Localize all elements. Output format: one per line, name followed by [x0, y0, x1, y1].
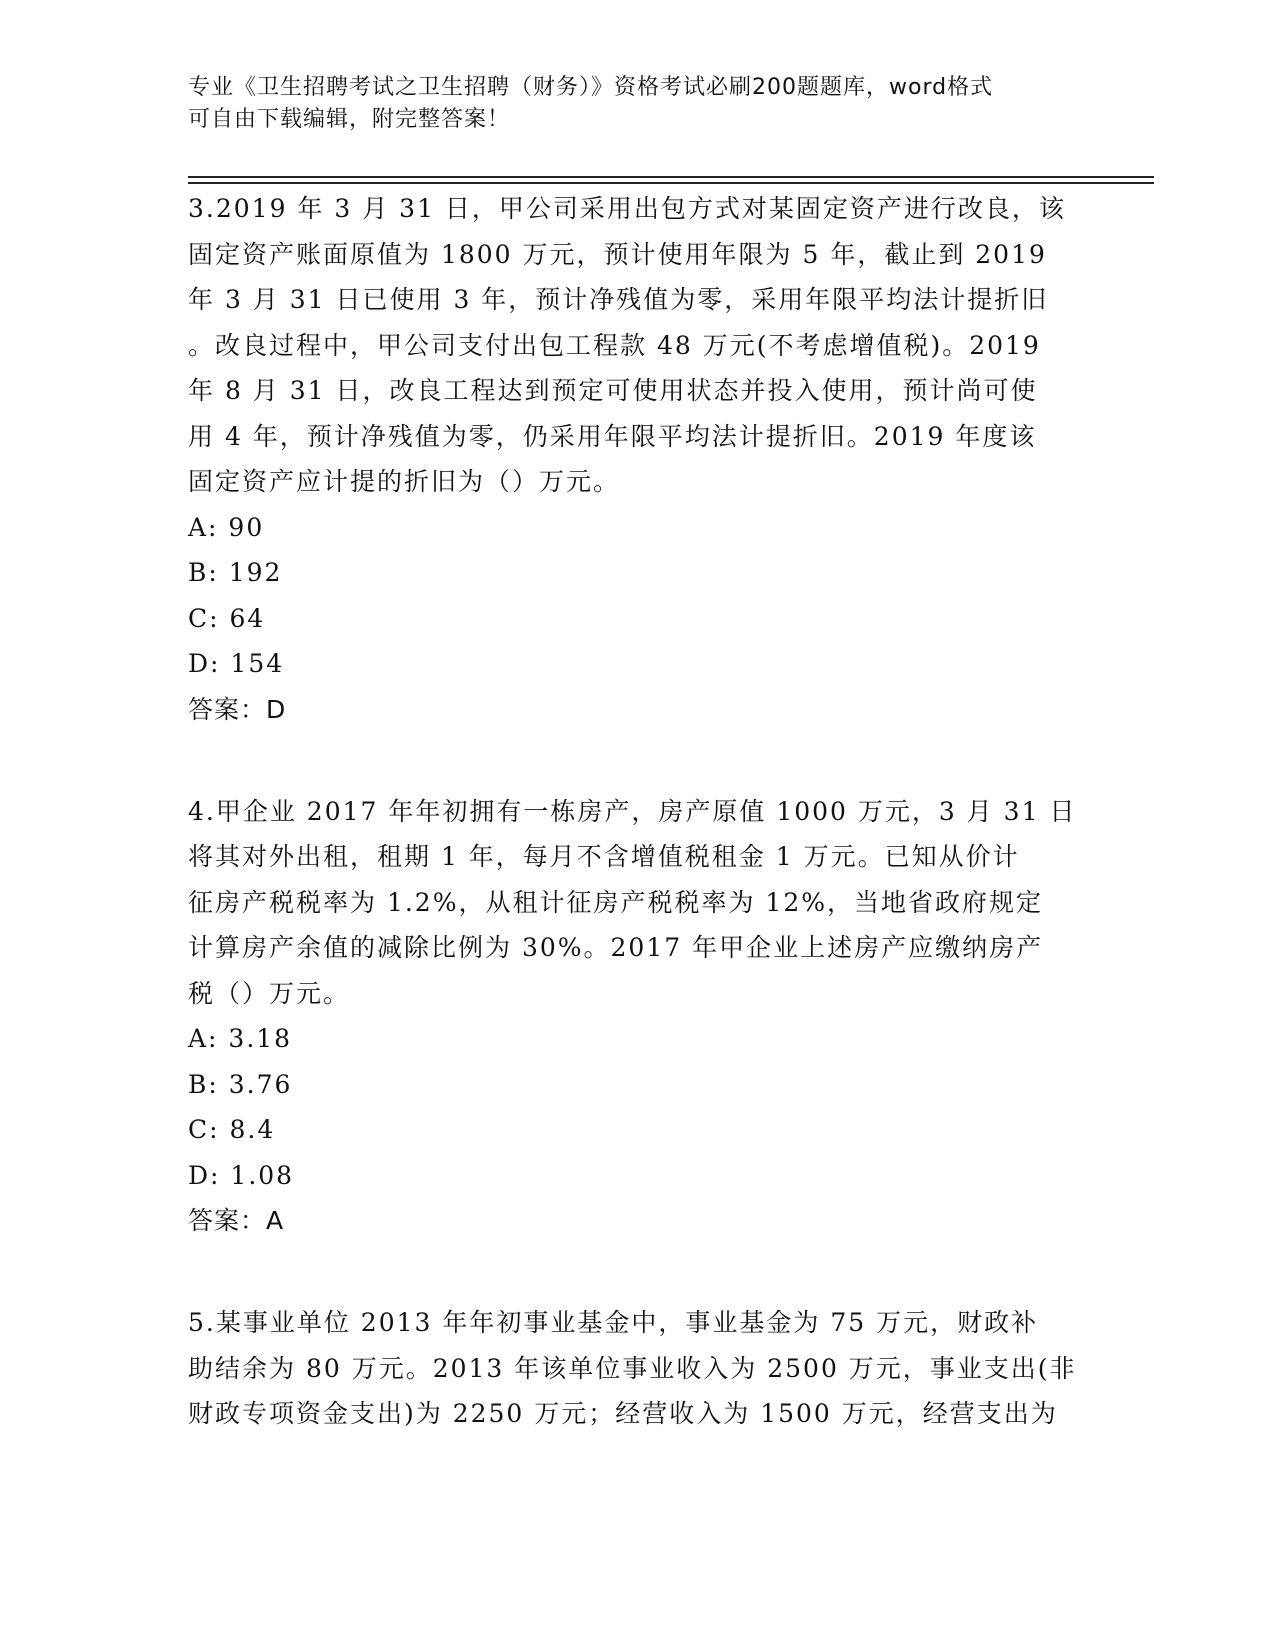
document-body: [188, 186, 1088, 1437]
stem-line: 3.2019 年 3 月 31 日，甲公司采用出包方式对某固定资产进行改良，该: [188, 194, 1066, 223]
stem-line: 将其对外出租，租期 1 年，每月不含增值税租金 1 万元。已知从价计: [188, 842, 1020, 871]
stem-line: 4.甲企业 2017 年年初拥有一栋房产，房产原值 1000 万元，3 月 31 日: [188, 796, 1077, 826]
stem-line: 固定资产账面原值为 1800 万元，预计使用年限为 5 年，截止到 2019: [188, 239, 1047, 269]
stem-line: 计算房产余值的减除比例为 30%。2017 年甲企业上述房产应缴纳房产: [188, 933, 1044, 962]
answer: 答案：A: [188, 1206, 285, 1235]
question-spacer: [188, 1244, 1088, 1300]
stem-line: 用 4 年，预计净残值为零，仍采用年限平均法计提折旧。2019 年度该: [188, 421, 1037, 451]
question-5: [188, 1300, 1088, 1437]
question-stem: [188, 1300, 1088, 1437]
stem-line: 征房产税税率为 1.2%，从租计征房产税税率为 12%，当地省政府规定: [188, 887, 1043, 917]
question-stem: [188, 789, 1088, 1017]
stem-line: 年 3 月 31 日已使用 3 年，预计净残值为零，采用年限平均法计提折旧: [188, 285, 1049, 314]
stem-line: 5.某事业单位 2013 年年初事业基金中，事业基金为 75 万元，财政补: [188, 1308, 1039, 1337]
option-b: B: 3.76: [188, 1069, 293, 1099]
option-d: D: 154: [188, 649, 285, 678]
option-a: A: 90: [188, 512, 265, 542]
question-3: [188, 186, 1088, 733]
option-b: B: 192: [188, 558, 283, 587]
answer: 答案：D: [188, 694, 287, 724]
header-divider-bottom: [188, 182, 1154, 184]
option-c: C: 64: [188, 603, 266, 633]
stem-line: 。改良过程中，甲公司支付出包工程款 48 万元(不考虑增值税)。2019: [188, 330, 1041, 360]
header-line-2: 可自由下载编辑，附完整答案！: [188, 107, 511, 132]
stem-line: 助结余为 80 万元。2013 年该单位事业收入为 2500 万元，事业支出(非: [188, 1353, 1077, 1383]
stem-line: 税（）万元。: [188, 978, 351, 1008]
header-line-1: 专业《卫生招聘考试之卫生招聘（财务）》资格考试必刷200题题库，word格式: [188, 75, 994, 100]
option-d: D: 1.08: [188, 1160, 295, 1190]
stem-line: 固定资产应计提的折旧为（）万元。: [188, 467, 621, 496]
header-divider-top: [188, 176, 1154, 178]
question-4: [188, 789, 1088, 1245]
stem-line: 财政专项资金支出)为 2250 万元；经营收入为 1500 万元，经营支出为: [188, 1399, 1058, 1428]
option-a: A: 3.18: [188, 1024, 293, 1053]
document-header: [188, 72, 1068, 136]
option-c: C: 8.4: [188, 1115, 276, 1144]
stem-line: 年 8 月 31 日，改良工程达到预定可使用状态并投入使用，预计尚可使: [188, 376, 1038, 405]
question-stem: [188, 186, 1088, 505]
question-spacer: [188, 733, 1088, 789]
